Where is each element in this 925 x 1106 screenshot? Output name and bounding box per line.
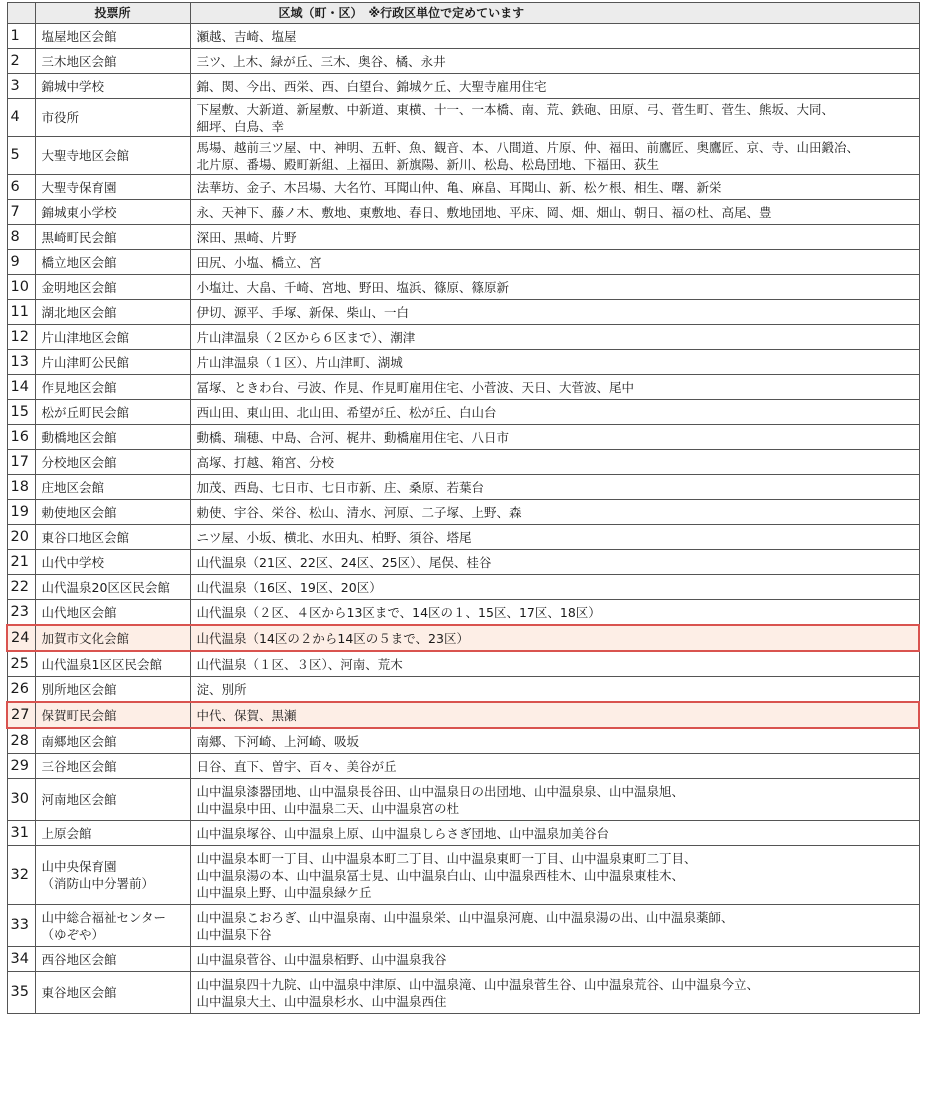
polling-station-name [35, 300, 190, 325]
polling-station-name [35, 200, 190, 225]
table-row [7, 325, 919, 350]
area-line: 高塚、打越、箱宮、分校 [196, 454, 335, 470]
area-line: 西山田、東山田、北山田、希望が丘、松が丘、白山台 [196, 404, 497, 420]
station-name-line: 金明地区会館 [41, 279, 117, 295]
area-line: 山代温泉（１区、３区）、河南、荒木 [196, 656, 403, 672]
polling-station-name [35, 905, 190, 947]
area-line: 山中温泉湯の本、山中温泉冨士見、山中温泉白山、山中温泉西桂木、山中温泉東桂木、 [196, 867, 685, 883]
polling-station-name [35, 677, 190, 703]
row-number: 8 [7, 225, 35, 250]
polling-station-name [35, 275, 190, 300]
area-line: 山中温泉四十九院、山中温泉中津原、山中温泉滝、山中温泉菅生谷、山中温泉荒谷、山中温泉今立、 [196, 976, 760, 992]
row-number: 30 [7, 779, 35, 821]
area-list [190, 450, 919, 475]
station-name-line: 湖北地区会館 [41, 304, 117, 320]
area-line: ニツ屋、小坂、横北、水田丸、柏野、須谷、塔尾 [196, 529, 472, 545]
table-row [7, 300, 919, 325]
area-list [190, 200, 919, 225]
station-name-line: 大聖寺地区会館 [41, 148, 130, 163]
polling-station-name [35, 350, 190, 375]
station-name-line: 黒崎町民会館 [41, 229, 117, 245]
table-row [7, 99, 919, 137]
polling-station-name [35, 779, 190, 821]
row-number: 9 [7, 250, 35, 275]
area-line: 日谷、直下、曽宇、百々、美谷が丘 [196, 758, 397, 774]
polling-station-name [35, 500, 190, 525]
table-row [7, 275, 919, 300]
row-number: 7 [7, 200, 35, 225]
table-row [7, 350, 919, 375]
table-row [7, 651, 919, 677]
polling-station-name [35, 175, 190, 200]
station-name-line: 動橋地区会館 [41, 429, 117, 445]
area-list [190, 754, 919, 779]
polling-station-name [35, 702, 190, 728]
station-name-line: 南郷地区会館 [41, 733, 117, 749]
table-row [7, 905, 919, 947]
polling-station-name [35, 972, 190, 1014]
area-line: 深田、黒崎、片野 [196, 229, 297, 245]
row-number: 24 [7, 625, 35, 651]
table-row [7, 175, 919, 200]
row-number: 29 [7, 754, 35, 779]
area-line: 加茂、西島、七日市、七日市新、庄、桑原、若葉台 [196, 479, 485, 495]
station-name-line: 山代温泉1区区民会館 [41, 656, 162, 672]
area-line: 山中温泉本町一丁目、山中温泉本町二丁目、山中温泉東町一丁目、山中温泉東町二丁目、 [196, 850, 697, 866]
station-name-line: 上原会館 [41, 825, 92, 841]
station-name-line: 錦城東小学校 [41, 204, 117, 220]
polling-station-name [35, 225, 190, 250]
area-list [190, 425, 919, 450]
area-line: 小塩辻、大畠、千崎、宮地、野田、塩浜、篠原、篠原新 [196, 279, 510, 295]
polling-station-name [35, 400, 190, 425]
polling-station-name [35, 821, 190, 846]
polling-station-name [35, 375, 190, 400]
station-name-line: 山中央保育園 [41, 859, 117, 874]
area-list [190, 250, 919, 275]
table-row [7, 702, 919, 728]
area-list [190, 550, 919, 575]
polling-station-name [35, 754, 190, 779]
polling-station-name [35, 651, 190, 677]
station-name-line: 山代温泉20区区民会館 [41, 579, 170, 595]
area-line: 山中温泉下谷 [196, 926, 272, 942]
station-name-line: 山代地区会館 [41, 604, 117, 620]
area-line: 瀬越、吉崎、塩屋 [196, 28, 297, 44]
polling-station-name [35, 325, 190, 350]
table-row [7, 779, 919, 821]
polling-station-name [35, 728, 190, 754]
area-list [190, 300, 919, 325]
table-row [7, 225, 919, 250]
table-row [7, 375, 919, 400]
table-row [7, 49, 919, 74]
row-number: 6 [7, 175, 35, 200]
station-name-line: 河南地区会館 [41, 792, 117, 807]
station-name-line: 三木地区会館 [41, 53, 117, 69]
area-list [190, 846, 919, 905]
area-line: 南郷、下河崎、上河崎、吸坂 [196, 733, 360, 749]
area-line: 細坪、白鳥、幸 [196, 118, 285, 134]
area-line: 山中温泉菅谷、山中温泉栢野、山中温泉我谷 [196, 951, 447, 967]
table-row [7, 677, 919, 703]
station-name-line: 市役所 [41, 110, 80, 125]
table-row [7, 625, 919, 651]
station-name-line: 保賀町民会館 [41, 707, 117, 723]
station-name-line: 勅使地区会館 [41, 504, 117, 520]
polling-station-name [35, 947, 190, 972]
area-line: 永、天神下、藤ノ木、敷地、東敷地、春日、敷地団地、平床、岡、畑、畑山、朝日、福の杜、高尾、豊 [196, 204, 772, 220]
area-list [190, 575, 919, 600]
area-line: 馬場、越前三ツ屋、中、神明、五軒、魚、観音、本、八間道、片原、仲、福田、前鷹匠、奥鷹匠、京、寺、山田鍛冶、 [196, 139, 860, 155]
table-row [7, 550, 919, 575]
row-number: 22 [7, 575, 35, 600]
header-polling-station: 投票所 [35, 3, 190, 24]
table-row [7, 846, 919, 905]
polling-station-name [35, 625, 190, 651]
table-row [7, 600, 919, 626]
polling-station-name [35, 450, 190, 475]
row-number: 33 [7, 905, 35, 947]
area-list [190, 137, 919, 175]
polling-station-name [35, 475, 190, 500]
area-list [190, 350, 919, 375]
area-list [190, 475, 919, 500]
row-number: 11 [7, 300, 35, 325]
table-row [7, 24, 919, 49]
area-list [190, 972, 919, 1014]
polling-station-name [35, 250, 190, 275]
row-number: 21 [7, 550, 35, 575]
polling-station-name [35, 425, 190, 450]
table-row [7, 947, 919, 972]
area-list [190, 525, 919, 550]
area-list [190, 275, 919, 300]
table-body [7, 24, 919, 1014]
table-row [7, 450, 919, 475]
area-line: 中代、保賀、黒瀬 [196, 707, 297, 723]
area-line: 山代温泉（21区、22区、24区、25区）、尾俣、桂谷 [196, 554, 492, 570]
station-name-line: 別所地区会館 [41, 681, 117, 697]
polling-station-name [35, 575, 190, 600]
area-list [190, 500, 919, 525]
row-number: 5 [7, 137, 35, 175]
area-line: 山中温泉漆器団地、山中温泉長谷田、山中温泉日の出団地、山中温泉泉、山中温泉旭、 [196, 783, 685, 799]
area-list [190, 651, 919, 677]
row-number: 18 [7, 475, 35, 500]
area-line: 山中温泉中田、山中温泉二天、山中温泉宮の杜 [196, 800, 460, 816]
station-name-line: 加賀市文化会館 [41, 630, 130, 646]
row-number: 28 [7, 728, 35, 754]
area-list [190, 375, 919, 400]
row-number: 32 [7, 846, 35, 905]
area-line: 山中温泉上野、山中温泉緑ケ丘 [196, 884, 372, 900]
row-number: 16 [7, 425, 35, 450]
row-number: 3 [7, 74, 35, 99]
area-list [190, 400, 919, 425]
polling-station-name [35, 600, 190, 626]
table-row [7, 250, 919, 275]
polling-station-name [35, 525, 190, 550]
station-name-line: 橋立地区会館 [41, 254, 117, 270]
row-number: 20 [7, 525, 35, 550]
station-name-line: 作見地区会館 [41, 379, 117, 395]
station-name-line: （消防山中分署前） [41, 876, 155, 891]
station-name-line: （ゆぞや） [41, 926, 105, 942]
station-name-line: 西谷地区会館 [41, 951, 117, 967]
area-line: 冨塚、ときわ台、弓波、作見、作見町雇用住宅、小菅波、天日、大菅波、尾中 [196, 379, 635, 395]
polling-station-name [35, 74, 190, 99]
station-name-line: 山中総合福祉センター [41, 909, 167, 925]
area-list [190, 175, 919, 200]
polling-station-name [35, 49, 190, 74]
area-line: 山中温泉こおろぎ、山中温泉南、山中温泉栄、山中温泉河鹿、山中温泉湯の出、山中温泉薬師、 [196, 909, 734, 925]
row-number: 2 [7, 49, 35, 74]
station-name-line: 片山津町公民館 [41, 354, 130, 370]
area-list [190, 821, 919, 846]
area-line: 三ツ、上木、緑が丘、三木、奥谷、橘、永井 [196, 53, 446, 69]
area-line: 下屋敷、大新道、新屋敷、中新道、東横、十一、一本橋、南、荒、鉄砲、田原、弓、菅生町、菅生、熊坂、大同、 [196, 101, 835, 117]
row-number: 35 [7, 972, 35, 1014]
table-row [7, 575, 919, 600]
area-line: 北片原、番場、殿町新組、上福田、新旗陽、新川、松島、松島団地、下福田、荻生 [196, 156, 660, 172]
area-line: 法華坊、金子、木呂場、大名竹、耳聞山仲、亀、麻畠、耳聞山、新、松ケ根、相生、曙、新栄 [196, 179, 722, 195]
row-number: 4 [7, 99, 35, 137]
table-row [7, 475, 919, 500]
row-number: 34 [7, 947, 35, 972]
station-name-line: 塩屋地区会館 [41, 28, 117, 44]
table-row [7, 74, 919, 99]
table-row [7, 525, 919, 550]
polling-station-name [35, 137, 190, 175]
area-list [190, 325, 919, 350]
table-row [7, 972, 919, 1014]
area-line: 片山津温泉（１区）、片山津町、湖城 [196, 354, 403, 370]
station-name-line: 分校地区会館 [41, 454, 117, 470]
station-name-line: 松が丘町民会館 [41, 404, 130, 420]
row-number: 1 [7, 24, 35, 49]
area-list [190, 677, 919, 703]
row-number: 25 [7, 651, 35, 677]
table-row [7, 821, 919, 846]
area-line: 伊切、源平、手塚、新保、柴山、一白 [196, 304, 410, 320]
area-list [190, 49, 919, 74]
area-line: 山中温泉大土、山中温泉杉水、山中温泉西住 [196, 993, 447, 1009]
area-list [190, 779, 919, 821]
table-row [7, 400, 919, 425]
station-name-line: 庄地区会館 [41, 479, 105, 495]
area-list [190, 74, 919, 99]
row-number: 19 [7, 500, 35, 525]
polling-station-name [35, 99, 190, 137]
area-list [190, 99, 919, 137]
area-line: 動橋、瑞穂、中島、合河、梶井、動橋雇用住宅、八日市 [196, 429, 510, 445]
area-line: 片山津温泉（２区から６区まで）、潮津 [196, 329, 416, 345]
area-list [190, 947, 919, 972]
area-list [190, 905, 919, 947]
area-line: 山中温泉塚谷、山中温泉上原、山中温泉しらさぎ団地、山中温泉加美谷台 [196, 825, 610, 841]
station-name-line: 錦城中学校 [41, 78, 105, 94]
row-number: 17 [7, 450, 35, 475]
area-line: 錦、関、今出、西栄、西、白望台、錦城ケ丘、大聖寺雇用住宅 [196, 78, 547, 94]
polling-station-name [35, 846, 190, 905]
row-number: 23 [7, 600, 35, 626]
station-name-line: 東谷口地区会館 [41, 529, 130, 545]
polling-station-table [6, 2, 920, 1014]
polling-station-name [35, 24, 190, 49]
area-list [190, 225, 919, 250]
table-row [7, 425, 919, 450]
table-row [7, 500, 919, 525]
row-number: 10 [7, 275, 35, 300]
area-list [190, 728, 919, 754]
area-line: 田尻、小塩、橋立、宮 [196, 254, 322, 270]
table-row [7, 200, 919, 225]
station-name-line: 東谷地区会館 [41, 985, 117, 1000]
row-number: 14 [7, 375, 35, 400]
area-list [190, 600, 919, 626]
area-line: 山代温泉（２区、４区から13区まで、14区の１、15区、17区、18区） [196, 604, 601, 620]
polling-station-name [35, 550, 190, 575]
station-name-line: 山代中学校 [41, 554, 105, 570]
row-number: 13 [7, 350, 35, 375]
row-number: 26 [7, 677, 35, 703]
row-number: 27 [7, 702, 35, 728]
row-number: 15 [7, 400, 35, 425]
table-header-row [7, 3, 919, 24]
table-row [7, 137, 919, 175]
table-row [7, 728, 919, 754]
area-line: 勅使、宇谷、栄谷、松山、清水、河原、二子塚、上野、森 [196, 504, 522, 520]
row-number: 12 [7, 325, 35, 350]
table-row [7, 754, 919, 779]
area-line: 淀、別所 [196, 681, 247, 697]
row-number: 31 [7, 821, 35, 846]
area-list [190, 625, 919, 651]
header-area: 区域（町・区） ※行政区単位で定めています [190, 3, 919, 24]
station-name-line: 三谷地区会館 [41, 758, 117, 774]
area-list [190, 24, 919, 49]
area-line: 山代温泉（16区、19区、20区） [196, 579, 382, 595]
area-list [190, 702, 919, 728]
station-name-line: 大聖寺保育園 [41, 179, 117, 195]
header-number [7, 3, 35, 24]
polling-station-table-wrapper [6, 2, 920, 1014]
area-line: 山代温泉（14区の２から14区の５まで、23区） [196, 630, 469, 646]
station-name-line: 片山津地区会館 [41, 329, 130, 345]
